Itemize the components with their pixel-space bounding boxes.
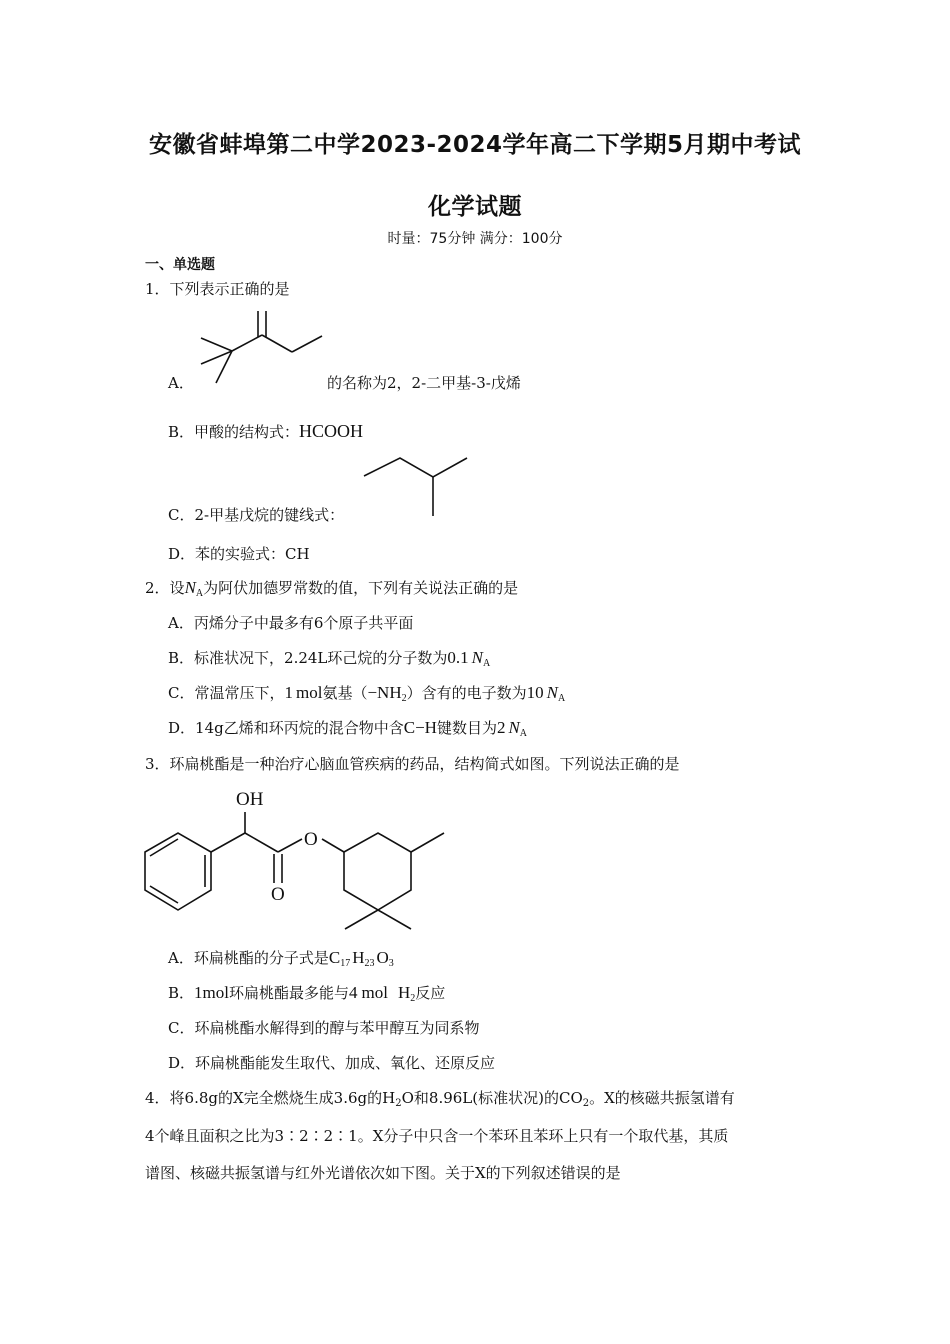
q1-option-a-label: A． — [168, 374, 194, 392]
q1-option-a-text: 的名称为2，2-二甲基-3-戊烯 — [327, 374, 521, 392]
q3-option-c: C．环扁桃酯水解得到的醇与苯甲醇互为同系物 — [168, 1019, 480, 1037]
exam-title: 安徽省蚌埠第二中学2023-2024学年高二下学期5月期中考试 — [148, 132, 802, 158]
q4-line-2: 4个峰且面积之比为3∶2∶2∶1。X分子中只含一个苯环且苯环上只有一个取代基，其质 — [145, 1127, 729, 1145]
q1-option-d: D．苯的实验式：CH — [168, 545, 310, 563]
q1-option-b: B．甲酸的结构式：HCOOH — [168, 421, 364, 441]
q2-option-c: C．常温常压下，1 mol氨基$(-NH_2)$含有的电子数为10 $N_A$ — [168, 683, 566, 704]
exam-subtitle: 化学试题 — [428, 194, 522, 220]
q3-option-a: A．环扁桃酯的分子式是$C_{17}$ $H_{23}$ $O_3$ — [168, 948, 394, 969]
exam-info: 时量：75分钟 满分：100分 — [387, 231, 563, 247]
q3-ester-o-label: O — [304, 829, 318, 850]
q3-carbonyl-o-label: O — [271, 884, 285, 905]
q4-line-1: 4．将6.8g的X完全燃烧生成3.6g的$H_2O$和8.96L(标准状况)的$CO_2$。X的核磁共振氢谱有 — [145, 1089, 735, 1109]
q3-oh-label: OH — [236, 789, 264, 810]
q2-option-b: B．标准状况下，2.24L环己烷的分子数为0.1 $N_A$ — [168, 648, 491, 669]
q2-stem: 2．设$N_A$为阿伏加德罗常数的值，下列有关说法正确的是 — [145, 578, 519, 599]
q1-b-formula: HCOOH — [299, 421, 364, 441]
q3-option-b: B．1mol环扁桃酯最多能与4 mol $H_2$反应 — [168, 983, 446, 1004]
q3-stem: 3．环扁桃酯是一种治疗心脑血管疾病的药品，结构简式如图。下列说法正确的是 — [145, 755, 680, 773]
q1-stem: 1．下列表示正确的是 — [145, 280, 290, 298]
q4-line-3: 谱图、核磁共振氢谱与红外光谱依次如下图。关于X的下列叙述错误的是 — [145, 1164, 621, 1182]
q3-option-d: D．环扁桃酯能发生取代、加成、氧化、还原反应 — [168, 1054, 496, 1072]
q2-option-a: A．丙烯分子中最多有6个原子共平面 — [168, 614, 414, 632]
q2-option-d: D．14g乙烯和环丙烷的混合物中含C−H键数目为2 $N_A$ — [168, 718, 528, 739]
section-heading: 一、单选题 — [145, 257, 215, 273]
q1-option-c: C．2-甲基戊烷的键线式： — [168, 506, 345, 524]
